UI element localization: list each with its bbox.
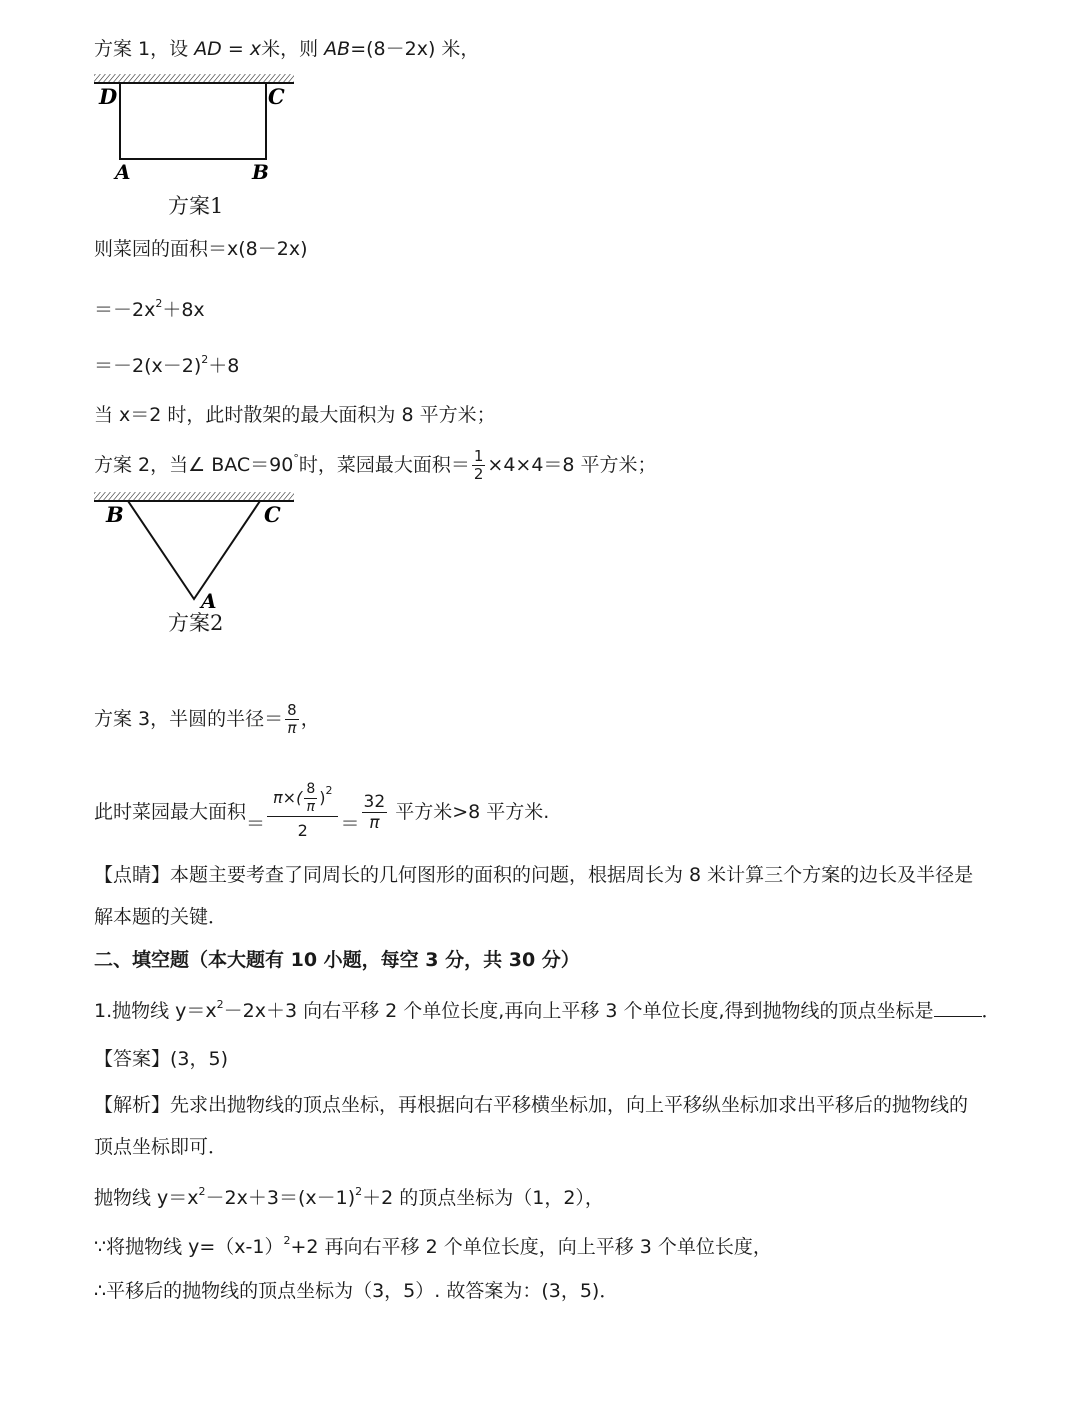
step2-b: ＋8: [208, 355, 240, 377]
plan1-intro-prefix: 方案 1，设: [94, 38, 189, 60]
intro-mid: 米，则: [261, 38, 319, 60]
inner-num: 8: [306, 780, 316, 797]
work-b: －2x＋3＝(x－1): [205, 1187, 356, 1209]
plan2-text-a: 方案 2，当∠ BAC＝90: [94, 454, 294, 476]
plan2-frac-den: 2: [473, 465, 484, 483]
plan1-conclusion: 当 x＝2 时，此时散架的最大面积为 8 平方米；: [94, 404, 496, 426]
plan1-intro: [94, 36, 479, 62]
radius-num: 8: [287, 701, 297, 719]
because-a: ∵将抛物线 y=（x-1）: [94, 1236, 284, 1258]
label-a2: A: [201, 589, 217, 611]
intro-eq: =: [227, 38, 244, 60]
section2-heading: 二、填空题（本大题有 10 小题，每空 3 分，共 30 分）: [94, 949, 580, 971]
label-c: C: [268, 84, 285, 109]
label-c2: C: [264, 502, 281, 527]
plan3-text-b: ，: [300, 708, 320, 730]
work-c: ＋2 的顶点坐标为（1，2），: [362, 1187, 604, 1209]
work-sup2: 2: [355, 1185, 363, 1198]
plan1-step1: [94, 297, 205, 326]
because-sup: 2: [283, 1234, 291, 1247]
area-eq2: ＝: [340, 813, 360, 835]
plan2-frac-num: 1: [473, 447, 484, 465]
area-prefix: 此时菜园最大面积: [94, 801, 247, 823]
step1-a: ＝－2x: [94, 299, 156, 321]
inner-den: π: [306, 798, 315, 815]
intro-suffix: 米，: [441, 38, 480, 60]
step2-a: ＝－2(x－2): [94, 355, 202, 377]
plan1-caption: 方案1: [168, 194, 224, 218]
var-x: x: [249, 38, 262, 60]
big-num-sup: 2: [325, 783, 333, 797]
plan2-caption: 方案2: [168, 611, 224, 635]
q1-a: 1.抛物线 y＝x: [94, 1000, 217, 1022]
q1-end: ．: [981, 1000, 1001, 1022]
because-line: [94, 1234, 772, 1263]
result-num: 32: [363, 792, 386, 812]
expr-ab: =(8－2x): [350, 38, 436, 60]
therefore-line: ∴平移后的抛物线的顶点坐标为（3，5）. 故答案为：(3，5)．: [94, 1280, 619, 1302]
plan1-area-line: 则菜园的面积＝x(8－2x): [94, 238, 308, 260]
label-b2: B: [106, 502, 124, 527]
plan3-text-a: 方案 3，半圆的半径＝: [94, 708, 284, 730]
area-big-fraction: [267, 781, 338, 845]
work-line: [94, 1185, 604, 1214]
q1-sup: 2: [216, 998, 224, 1011]
garden-triangle: [128, 501, 260, 599]
answer-blank[interactable]: [934, 998, 982, 1017]
because-b: +2 再向右平移 2 个单位长度，向上平移 3 个单位长度，: [290, 1236, 772, 1258]
result-fraction: [362, 792, 388, 833]
label-b: B: [252, 160, 269, 184]
work-a: 抛物线 y＝x: [94, 1187, 199, 1209]
step1-b: ＋8x: [162, 299, 205, 321]
plan3-area-line: [94, 772, 549, 852]
big-num-b: ): [319, 787, 326, 807]
big-num-a: π×(: [273, 787, 303, 807]
plan1-rectangle-diagram: [90, 68, 310, 188]
step1-sup: 2: [155, 297, 163, 310]
garden-rectangle: [120, 83, 266, 159]
result-den: π: [369, 813, 380, 833]
plan3-radius-fraction: [285, 702, 299, 737]
var-ab: AB: [324, 38, 351, 60]
question1: [94, 998, 1001, 1027]
work-sup1: 2: [198, 1185, 206, 1198]
area-suffix: 平方米>8 平方米.: [395, 801, 550, 823]
plan1-step2: [94, 353, 239, 382]
plan2-deg: °: [293, 452, 299, 465]
area-eq1: ＝: [246, 813, 266, 835]
radius-den: π: [287, 719, 297, 737]
plan3-radius-line: [94, 697, 320, 741]
step2-sup: 2: [201, 353, 209, 366]
analysis-line2: 顶点坐标即可．: [94, 1136, 228, 1158]
var-ad: AD: [194, 38, 222, 60]
q1-b: －2x＋3 向右平移 2 个单位长度,再向上平移 3 个单位长度,得到抛物线的顶点坐标是: [223, 1000, 934, 1022]
plan2-triangle-diagram: [90, 486, 310, 611]
label-d: D: [99, 84, 118, 109]
plan2-line: [94, 448, 657, 483]
analysis-line1: 【解析】先求出抛物线的顶点坐标，再根据向右平移横坐标加，向上平移纵坐标加求出平移后的抛物线的: [94, 1094, 969, 1116]
plan2-fraction: [472, 448, 486, 483]
big-numerator: [267, 781, 338, 817]
wall-hatch-2: [94, 492, 294, 500]
comment-line1: 【点睛】本题主要考查了同周长的几何图形的面积的问题，根据周长为 8 米计算三个方案的边长及半径是: [94, 864, 974, 886]
label-a: A: [115, 160, 131, 184]
inner-fraction: [304, 781, 317, 816]
comment-line2: 解本题的关键．: [94, 906, 228, 928]
plan2-text-b: 时，菜园最大面积＝: [298, 454, 470, 476]
wall-hatch: [94, 74, 294, 82]
plan2-text-c: ×4×4＝8 平方米；: [487, 454, 657, 476]
big-denominator: 2: [297, 820, 308, 840]
answer-line: 【答案】(3，5): [94, 1048, 229, 1070]
